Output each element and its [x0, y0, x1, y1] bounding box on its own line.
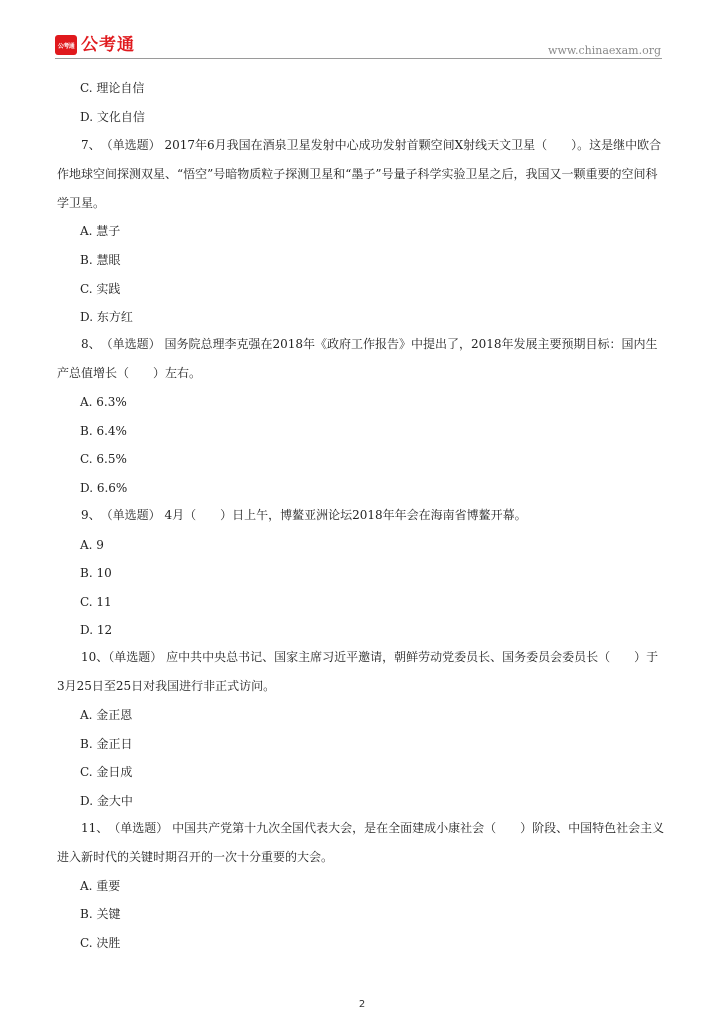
option-item: C. 金日成	[80, 765, 133, 779]
option-item: A. 6.3%	[80, 395, 127, 409]
header-divider	[55, 58, 662, 59]
option-item: D. 12	[80, 623, 113, 637]
option-item: D. 6.6%	[80, 481, 128, 495]
page-number: 2	[358, 999, 366, 1010]
option-item: C. 实践	[80, 282, 121, 296]
question-8-stem: 8、 （单选题） 国务院总理李克强在2018年《政府工作报告》中提出了，2018年发展主要预期目标：国内生产总值增长（ ）左右。	[57, 337, 658, 380]
option-item: B. 6.4%	[80, 424, 127, 438]
option-item: D. 东方红	[80, 310, 133, 324]
option-item: A. 重要	[80, 879, 121, 893]
option-item: B. 金正日	[80, 737, 133, 751]
option-item: B. 慧眼	[80, 253, 121, 267]
option-item: A. 慧子	[80, 224, 121, 238]
option-item: D. 金大中	[80, 794, 133, 808]
option-item: A. 9	[80, 538, 104, 552]
logo-text: 公考通	[81, 35, 135, 55]
question-10-stem: 10、（单选题） 应中共中央总书记、国家主席习近平邀请，朝鲜劳动党委员长、国务委员会委员长（ ）于3月25日至25日对我国进行非正式访问。	[57, 650, 659, 693]
option-item: C. 决胜	[80, 936, 121, 950]
brand-logo[interactable]	[55, 34, 135, 56]
question-7-stem: 7、 （单选题） 2017年6月我国在酒泉卫星发射中心成功发射首颗空间X射线天文卫星（ ）。这是继中欧合作地球空间探测双星、“悟空”号暗物质粒子探测卫星和“墨子”号量子科学实验卫星之后，我国又一颗重要的空间科学卫星。	[57, 138, 662, 210]
option-item: C. 理论自信	[80, 81, 145, 95]
option-item: C. 11	[80, 595, 112, 609]
question-11-stem: 11、 （单选题） 中国共产党第十九次全国代表大会，是在全面建成小康社会（ ）阶段、中国特色社会主义进入新时代的关键时期召开的一次十分重要的大会。	[57, 821, 665, 864]
logo-badge-icon: 公考通	[55, 35, 77, 55]
option-item: C. 6.5%	[80, 452, 127, 466]
option-item: A. 金正恩	[80, 708, 133, 722]
site-url[interactable]: www.chinaexam.org	[548, 44, 661, 57]
option-item: B. 关键	[80, 907, 121, 921]
option-item: D. 文化自信	[80, 110, 145, 124]
option-item: B. 10	[80, 566, 112, 580]
page-header	[0, 0, 724, 60]
question-9-stem: 9、 （单选题） 4月（ ）日上午，博鳌亚洲论坛2018年年会在海南省博鳌开幕。	[81, 508, 527, 522]
